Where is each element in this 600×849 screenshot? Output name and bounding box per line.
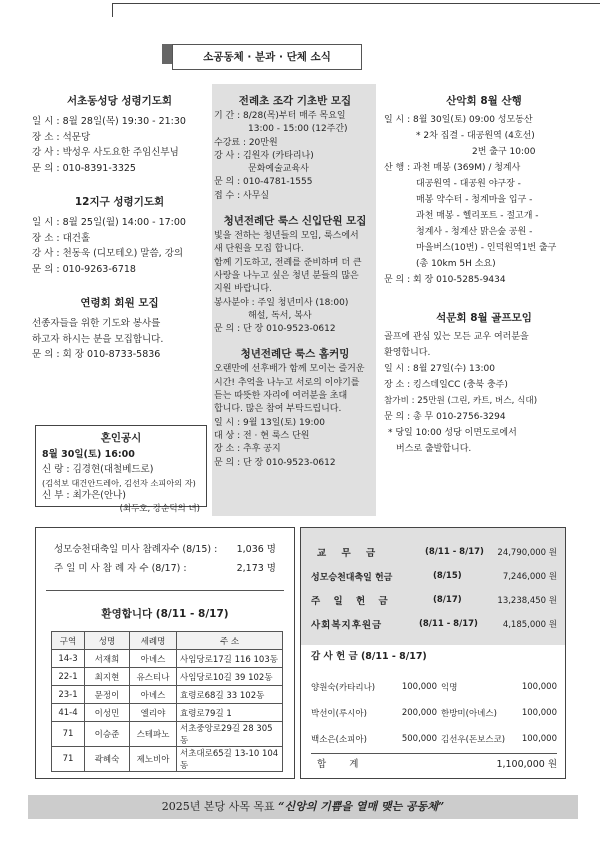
welcome-table <box>51 631 283 772</box>
table-row <box>52 668 283 686</box>
divider <box>46 590 284 591</box>
notice-line: 사랑을 나누고 싶은 청년 분들의 많은 <box>214 270 359 281</box>
donor-name: 한방미(아녜스) <box>441 709 497 719</box>
offering-row <box>311 612 557 636</box>
donor-row <box>311 674 557 700</box>
offering-period: (8/11 - 8/17) <box>419 619 478 629</box>
notice-title: 석문회 8월 골프모임 <box>436 312 532 324</box>
table-header-row <box>52 632 283 650</box>
cell-address: 서초중앙로29길 28 305동 <box>177 722 283 747</box>
pastoral-goal-footer <box>28 795 578 819</box>
notice-line: 선종자들을 위한 기도와 봉사를 <box>32 318 161 329</box>
offering-label: 주 일 헌 금 <box>311 596 393 607</box>
cell-name: 곽혜숙 <box>85 747 130 772</box>
attendance-row <box>54 540 276 559</box>
offering-period: (8/17) <box>433 595 462 605</box>
table-row <box>52 686 283 704</box>
donor-amount: 100,000 <box>521 682 557 692</box>
table-row <box>52 704 283 722</box>
notice-line: 수강료 : 20만원 <box>214 137 278 148</box>
donor-name: 백소은(소피아) <box>311 735 367 745</box>
cell-address: 사임당로10길 39 102동 <box>177 668 283 686</box>
cell-baptismal-name: 스테파노 <box>130 722 177 747</box>
notice-line: 문 의 : 010-9263-6718 <box>32 263 136 275</box>
cell-name: 최지현 <box>85 668 130 686</box>
notice-line: 문화예술교육사 <box>248 164 309 175</box>
notice-line: 함께 기도하고, 전례를 준비하며 더 큰 <box>214 257 362 268</box>
notice-line: 산 행 : 과천 매봉 (369M) / 청계사 <box>384 163 521 173</box>
offering-label: 성모승천대축일 헌금 <box>311 572 393 583</box>
notice-line: 강 사 : 박성우 사도요한 주임신부님 <box>32 147 179 158</box>
table-row <box>52 722 283 747</box>
column-header: 성명 <box>85 632 130 650</box>
notice-line: 문 의 : 총 무 010-2756-3294 <box>384 412 506 422</box>
notice-title: 전례초 조각 기초반 모집 <box>238 95 352 107</box>
notice-line: 기 간 : 8/28(목)부터 매주 목요일 <box>214 111 346 121</box>
cell-district: 23-1 <box>52 686 85 704</box>
cell-baptismal-name: 제노비아 <box>130 747 177 772</box>
notice-line: 새 단원을 모집 합니다. <box>214 244 304 255</box>
cell-address: 효령로68길 33 102동 <box>177 686 283 704</box>
notice-line: 오랜만에 선후배가 함께 모이는 즐거운 <box>214 364 365 375</box>
notice-line: * 2차 집결 - 대공원역 (4호선) <box>416 131 535 141</box>
notice-line: 합니다. 많은 참여 부탁드립니다. <box>214 404 342 415</box>
donor-row <box>311 726 557 752</box>
footer-prefix: 2025년 본당 사목 목표 <box>161 800 279 813</box>
notice-line: 문 의 : 회 장 010-5285-9434 <box>384 275 506 285</box>
notice-line: 13:00 - 15:00 (12주간) <box>248 124 348 135</box>
offering-list <box>311 540 557 636</box>
bottom-left-box <box>35 527 295 779</box>
attendance-value: 1,036 명 <box>236 544 276 555</box>
top-rule <box>112 3 600 4</box>
donor-name: 양원숙(카타리나) <box>311 683 376 693</box>
notice-line: 강 사 : 김원자 (카타리나) <box>214 150 314 161</box>
notice-line: 해설, 독서, 복사 <box>248 310 312 321</box>
notice-line: 장 소 : 석문당 <box>32 131 91 143</box>
table-row <box>52 747 283 772</box>
notice-line: 일 시 : 8월 28일(목) 19:30 - 21:30 <box>32 116 186 127</box>
donor-list <box>311 674 557 752</box>
section-title: 소공동체 · 분과 · 단체 소식 <box>172 44 362 70</box>
finance-box <box>300 527 566 779</box>
donor-name: 김선우(돈보스코) <box>441 735 506 745</box>
notice-title: 산악회 8월 산행 <box>446 95 522 107</box>
notice-line: 문 의 : 단 장 010-9523-0612 <box>214 457 336 468</box>
notice-line: 대공원역 - 대공원 야구장 - <box>416 179 521 189</box>
notice-line: 문 의 : 회 장 010-8733-5836 <box>32 349 161 360</box>
cell-baptismal-name: 엘리야 <box>130 704 177 722</box>
notice-line: 시간! 추억을 나누고 서로의 이야기를 <box>214 377 360 388</box>
notice-line: 듣는 따뜻한 자리에 여러분을 초대 <box>214 391 348 402</box>
notice-line: 신 랑 : 김경현(대철베드로) <box>42 463 154 475</box>
notice-line: 장 소 : 대건홀 <box>32 232 91 244</box>
offering-amount: 7,246,000 원 <box>502 572 557 582</box>
notice-title: 12지구 성령기도회 <box>74 196 165 208</box>
cell-name: 이승준 <box>85 722 130 747</box>
donor-name: 익명 <box>441 683 458 693</box>
total-row <box>311 756 557 770</box>
column-header: 세례명 <box>130 632 177 650</box>
notice-line: 골프에 관심 있는 모든 교우 여러분을 <box>384 332 529 342</box>
table-row <box>52 650 283 668</box>
notice-line: * 당일 10:00 성당 이면도로에서 <box>388 428 517 438</box>
attendance-value: 2,173 명 <box>236 563 276 574</box>
notice-line: 환영합니다. <box>384 348 431 358</box>
cell-baptismal-name: 유스티나 <box>130 668 177 686</box>
notice-title: 연령회 회원 모집 <box>80 297 159 309</box>
cell-name: 이성민 <box>85 704 130 722</box>
offering-amount: 24,790,000 원 <box>497 548 557 558</box>
donor-amount: 100,000 <box>401 682 437 692</box>
notice-line: 일 시 : 8월 25일(월) 14:00 - 17:00 <box>32 217 186 228</box>
attendance-label: 주 일 미 사 참 례 자 수 (8/17) : <box>54 563 187 574</box>
notice-line: (김석보 대건안드레아, 김선자 소피아의 자) <box>42 477 196 488</box>
cell-baptismal-name: 아녜스 <box>130 650 177 668</box>
welcome-title: 환영합니다 (8/11 - 8/17) <box>101 608 229 620</box>
offering-period: (8/11 - 8/17) <box>425 547 484 557</box>
footer-motto: “신앙의 기쁨을 열매 맺는 공동체” <box>278 800 445 813</box>
notice-line: (총 10km 5H 소요) <box>416 259 496 269</box>
offering-label: 사회복지후원금 <box>311 620 383 631</box>
right-column <box>384 93 584 457</box>
offering-row <box>311 564 557 588</box>
notice-line: 접 수 : 사무실 <box>214 190 270 201</box>
header-tab <box>162 44 172 64</box>
cell-district: 71 <box>52 722 85 747</box>
top-rule-tick <box>112 3 113 17</box>
offering-row <box>311 588 557 612</box>
attendance <box>54 540 294 578</box>
cell-district: 71 <box>52 747 85 772</box>
offering-amount: 13,238,450 원 <box>497 596 557 606</box>
divider <box>311 753 557 754</box>
notice-line: 강 사 : 천동욱 (디모테오) 말씀, 강의 <box>32 248 184 259</box>
notice-title: 청년전례단 룩스 홈커밍 <box>240 348 350 361</box>
cell-address: 서초대로65길 13-10 104동 <box>177 747 283 772</box>
notice-title: 서초동성당 성령기도회 <box>66 95 173 107</box>
total-amount: 1,100,000 원 <box>496 759 557 770</box>
offering-row <box>311 540 557 564</box>
donor-amount: 100,000 <box>521 734 557 744</box>
wedding-date: 8월 30일(토) 16:00 <box>42 449 135 460</box>
column-header: 주 소 <box>177 632 283 650</box>
notice-line: 대 상 : 전 · 현 룩스 단원 <box>214 430 310 441</box>
attendance-label: 성모승천대축일 미사 참례자수 (8/15) : <box>54 544 218 555</box>
notice-line: (최두호, 강순덕의 녀) <box>119 503 200 514</box>
thanks-offering-title: 감 사 헌 금 (8/11 - 8/17) <box>311 651 427 662</box>
donor-name: 박선이(루시아) <box>311 709 367 719</box>
cell-district: 41-4 <box>52 704 85 722</box>
notice-line: 지원 바랍니다. <box>214 284 272 295</box>
notice-line: 문 의 : 010-8391-3325 <box>32 162 136 174</box>
notice-line: 문 의 : 단 장 010-9523-0612 <box>214 324 336 335</box>
left-column <box>32 93 207 363</box>
notice-line: 참가비 : 25만원 (그린, 카트, 버스, 식대) <box>384 396 538 406</box>
notice-line: 일 시 : 8월 27일(수) 13:00 <box>384 364 495 374</box>
offering-amount: 4,185,000 원 <box>502 620 557 630</box>
cell-district: 14-3 <box>52 650 85 668</box>
column-header: 구역 <box>52 632 85 650</box>
cell-address: 효령로79길 1 <box>177 704 283 722</box>
wedding-title: 혼인공시 <box>100 432 142 444</box>
donor-row <box>311 700 557 726</box>
notice-title: 청년전례단 룩스 신입단원 모집 <box>223 215 367 228</box>
donor-amount: 500,000 <box>401 734 437 744</box>
notice-line: 버스로 출발합니다. <box>396 444 472 454</box>
cell-district: 22-1 <box>52 668 85 686</box>
notice-line: 빛을 전하는 청년들의 모임, 룩스에서 <box>214 231 359 242</box>
notice-line: 매봉 약수터 - 청계마을 입구 - <box>416 195 533 205</box>
notice-line: 2번 출구 10:00 <box>472 147 536 157</box>
notice-line: 일 시 : 9월 13일(토) 19:00 <box>214 417 325 428</box>
offering-label: 교 무 금 <box>317 548 382 559</box>
notice-line: 장 소 : 추후 공지 <box>214 444 281 455</box>
attendance-row <box>54 559 276 578</box>
cell-name: 서재희 <box>85 650 130 668</box>
notice-line: 일 시 : 8월 30일(토) 09:00 성모동산 <box>384 115 533 125</box>
notice-line: 장 소 : 킹스데일CC (충북 충주) <box>384 380 508 390</box>
cell-name: 문정이 <box>85 686 130 704</box>
middle-column <box>214 93 376 470</box>
notice-line: 청계사 - 청계산 맑은숲 공원 - <box>416 227 533 237</box>
donor-amount: 200,000 <box>401 708 437 718</box>
notice-line: 하고자 하시는 분을 모집합니다. <box>32 333 164 345</box>
notice-line: 과천 매봉 - 헬리포트 - 절고개 - <box>416 211 539 221</box>
wedding-notice-box <box>35 425 207 514</box>
notice-line: 신 부 : 최가은(안나) <box>42 489 126 501</box>
notice-line: 문 의 : 010-4781-1555 <box>214 177 313 188</box>
notice-line: 봉사분야 : 주일 청년미사 (18:00) <box>214 297 349 308</box>
total-label: 합 계 <box>317 759 369 770</box>
offering-period: (8/15) <box>433 571 462 581</box>
notice-line: 마을버스(10번) - 인덕원역1번 출구 <box>416 243 557 253</box>
donor-amount: 100,000 <box>521 708 557 718</box>
cell-address: 사임당로17길 116 103동 <box>177 650 283 668</box>
cell-baptismal-name: 아녜스 <box>130 686 177 704</box>
